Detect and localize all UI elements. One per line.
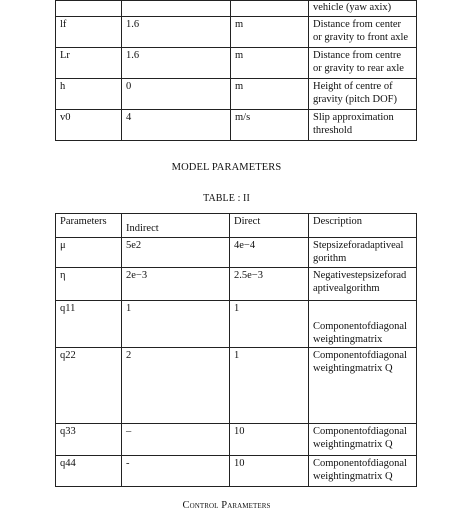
table-cell: m: [231, 79, 309, 110]
table-header-row: [56, 214, 417, 238]
table-cell: m: [231, 17, 309, 48]
table-cell: Componentofdiagonal weightingmatrix: [309, 301, 417, 348]
table-cell: 0: [122, 79, 231, 110]
table-cell: –: [122, 424, 230, 456]
table-row: [56, 238, 417, 268]
table-cell: 2.5e−3: [230, 268, 309, 301]
table-cell: q22: [56, 348, 122, 424]
table-cell: Lr: [56, 48, 122, 79]
table-cell: [56, 1, 122, 17]
table-label: TABLE : II: [203, 193, 250, 204]
table-cell: m/s: [231, 110, 309, 141]
table-cell: 1: [230, 301, 309, 348]
table-cell: h: [56, 79, 122, 110]
table-cell: q11: [56, 301, 122, 348]
table-cell: 1: [122, 301, 230, 348]
table-row: [56, 48, 417, 79]
table-cell: m: [231, 48, 309, 79]
table-cell: Stepsizeforadaptiveal gorithm: [309, 238, 417, 268]
table-cell: vehicle (yaw axix): [309, 1, 417, 17]
table-row: [56, 424, 417, 456]
column-header: Parameters: [56, 214, 122, 238]
table-cell: 2e−3: [122, 268, 230, 301]
table-cell: q44: [56, 456, 122, 487]
column-header: Direct: [230, 214, 309, 238]
table-cell: -: [122, 456, 230, 487]
table-row: [56, 17, 417, 48]
control-parameters-table: [55, 213, 417, 487]
table-cell: 5e2: [122, 238, 230, 268]
model-parameters-table: [55, 0, 417, 141]
table-cell: Height of centre of gravity (pitch DOF): [309, 79, 417, 110]
table-cell: 10: [230, 424, 309, 456]
table-cell: 4: [122, 110, 231, 141]
table-cell: Slip approximation threshold: [309, 110, 417, 141]
table-cell: η: [56, 268, 122, 301]
table-row: [56, 110, 417, 141]
table-cell: [231, 1, 309, 17]
column-header: Indirect: [122, 214, 230, 238]
table-cell: Distance from center or gravity to front axle: [309, 17, 417, 48]
table-cell: Distance from centre or gravity to rear axle: [309, 48, 417, 79]
table-cell: 1.6: [122, 17, 231, 48]
table-row: [56, 456, 417, 487]
table-cell: Componentofdiagonal weightingmatrix Q: [309, 348, 417, 424]
table-cell: [122, 1, 231, 17]
table-cell: lf: [56, 17, 122, 48]
table-cell: 1: [230, 348, 309, 424]
table-row: [56, 301, 417, 348]
table-row: [56, 79, 417, 110]
table-cell: 2: [122, 348, 230, 424]
table-cell: Componentofdiagonal weightingmatrix Q: [309, 424, 417, 456]
table-cell: Componentofdiagonal weightingmatrix Q: [309, 456, 417, 487]
table-row: [56, 1, 417, 17]
table-cell: q33: [56, 424, 122, 456]
table-cell: 10: [230, 456, 309, 487]
column-header: Description: [309, 214, 417, 238]
control-parameters-caption: Control Parameters: [182, 500, 271, 511]
table-cell: Negativestepsizeforad aptivealgorithm: [309, 268, 417, 301]
table-cell: 4e−4: [230, 238, 309, 268]
table-row: [56, 348, 417, 424]
table-cell: v0: [56, 110, 122, 141]
table-cell: μ: [56, 238, 122, 268]
table-row: [56, 268, 417, 301]
table-cell: 1.6: [122, 48, 231, 79]
model-parameters-caption: MODEL PARAMETERS: [171, 162, 282, 173]
